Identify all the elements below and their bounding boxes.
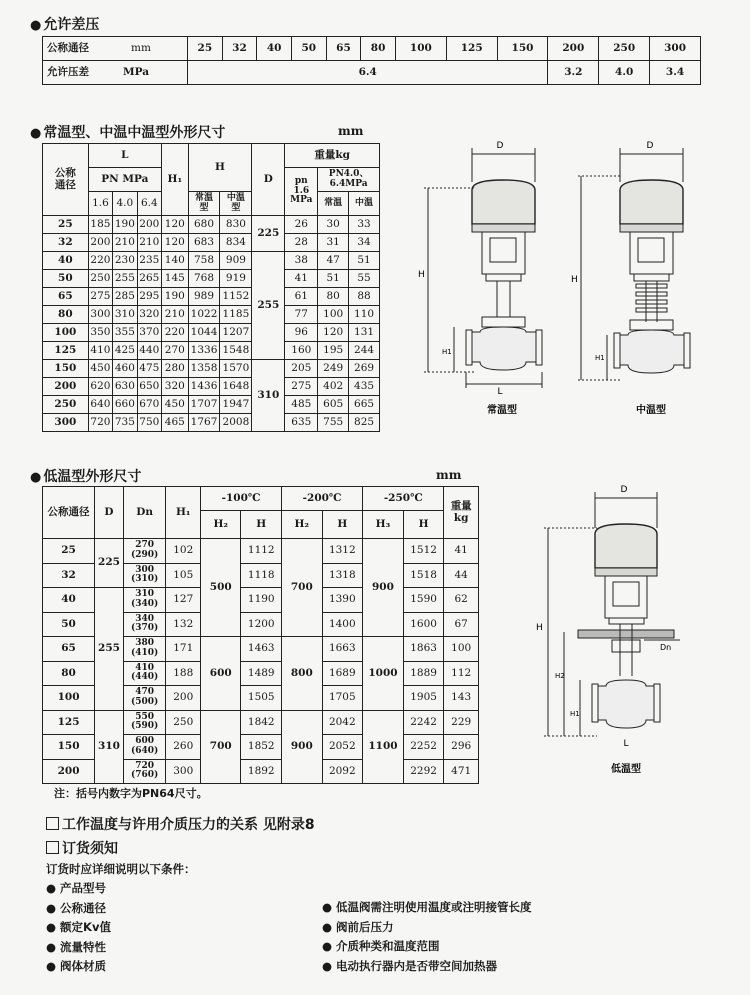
dim-h-label-2: H xyxy=(571,275,578,285)
table-cell: 200 xyxy=(137,216,161,234)
table-cell: 190 xyxy=(162,288,189,306)
table-cell: 120 xyxy=(318,324,349,342)
table-cell: 77 xyxy=(285,306,318,324)
table-cell: 250 xyxy=(166,710,201,735)
dim-h1-label-2: H1 xyxy=(595,354,605,362)
table-cell: 62 xyxy=(444,588,479,613)
table-row xyxy=(43,588,479,613)
list-item: ● 介质种类和温度范围 xyxy=(322,939,440,953)
table-cell: 1767 xyxy=(188,414,220,432)
table-cell: 105 xyxy=(166,563,201,588)
table-cell: 150 xyxy=(43,735,95,760)
table-cell: 410 (440) xyxy=(123,661,166,686)
table-cell: 1842 xyxy=(241,710,282,735)
dn-cell: 50 xyxy=(291,37,326,61)
fig-caption-low: 低温型 xyxy=(611,764,641,775)
table-cell: 120 xyxy=(162,234,189,252)
table-cell: 1044 xyxy=(188,324,220,342)
table-cell: 100 xyxy=(444,637,479,662)
dp-label-cell: 允许压差 MPa xyxy=(43,61,188,85)
table-cell: 700 xyxy=(201,710,241,784)
table-cell: 26 xyxy=(285,216,318,234)
table-cell: 1463 xyxy=(241,637,282,662)
table-cell: 2252 xyxy=(403,735,444,760)
table-cell: 1663 xyxy=(322,637,363,662)
table-cell: 235 xyxy=(137,252,161,270)
table-cell: 670 xyxy=(137,396,161,414)
table-cell: 265 xyxy=(137,270,161,288)
table-cell: 310 xyxy=(113,306,137,324)
table-cell: 67 xyxy=(444,612,479,637)
dim-table-low: 公称通径 D Dn H₁ -100℃ -200℃ -250℃ 重量 kg H₂ H H₂ H H₃ H 25 225 270 (290) 102 500 1112 700 1312 900 1512 41 32 300 (310) 105 1118 1318 1518 44 40 255 310 (340) 127 1190 1390 1590 62 50 340 (370) 132 1200 1400 1600 67 65 380 (410) 171 600 1463 800 1663 1000 1863 100 80 410 (440) 188 1489 1689 1889 112 100 470 (500) 200 1505 1705 1905 143 125 310 550 (590) 250 700 1842 900 2042 1100 2242 229 150 600 (640) 260 1852 2052 2252 296 200 720 (760) 300 1892 2092 2292 471 xyxy=(42,486,479,784)
table-cell: 295 xyxy=(137,288,161,306)
table-cell: 50 xyxy=(43,270,89,288)
table-cell: 834 xyxy=(220,234,252,252)
table-cell: 620 xyxy=(88,378,112,396)
table-cell: 145 xyxy=(162,270,189,288)
table-cell: 41 xyxy=(444,539,479,564)
table-cell: 275 xyxy=(88,288,112,306)
table-cell: 320 xyxy=(137,306,161,324)
table-cell: 1022 xyxy=(188,306,220,324)
table-cell: 410 xyxy=(88,342,112,360)
table-cell: 1489 xyxy=(241,661,282,686)
checkbox-icon-2 xyxy=(46,841,59,854)
table-cell: 44 xyxy=(444,563,479,588)
dim-table-normal: 公称 通径 L H₁ H D 重量kg PN MPa pn 1.6 MPa PN4.0、 6.4MPa 1.6 4.0 6.4 常温 型 中温 型 常温 中温 25 185 190 200 120 680 830 225 26 30 33 32 200 210 210 120 683 834 28 31 34 40 220 230 235 140 758 909 255 38 47 51 50 250 255 265 145 768 919 41 51 55 65 275 285 295 190 989 1152 61 80 88 80 300 310 320 210 1022 1185 77 100 110 100 350 355 370 220 1044 1207 96 120 131 125 410 425 440 270 1336 1548 160 195 244 150 450 460 475 280 1358 1570 310 205 249 269 200 620 630 650 320 1436 1648 275 402 435 250 640 660 670 450 1707 1947 485 605 665 300 720 735 750 465 1767 2008 635 755 825 xyxy=(42,143,380,432)
table-cell: 1689 xyxy=(322,661,363,686)
table-cell: 220 xyxy=(88,252,112,270)
dp-200: 3.2 xyxy=(548,61,599,85)
table-cell: 120 xyxy=(162,216,189,234)
table-cell: 1889 xyxy=(403,661,444,686)
table-cell: 758 xyxy=(188,252,220,270)
table-cell: 989 xyxy=(188,288,220,306)
list-item: ● 阀前后压力 xyxy=(322,919,394,934)
list-item: ● 产品型号 xyxy=(46,881,107,895)
table-cell: 1852 xyxy=(241,735,282,760)
table-cell: 230 xyxy=(113,252,137,270)
table-cell: 1112 xyxy=(241,539,282,564)
table-cell: 100 xyxy=(318,306,349,324)
table-cell: 680 xyxy=(188,216,220,234)
low-h-label: H xyxy=(536,623,543,633)
table-row xyxy=(43,234,380,252)
dim-l-label: L xyxy=(497,387,503,397)
table-cell: 310 (340) xyxy=(123,588,166,613)
table-cell: 300 xyxy=(166,759,201,784)
dn-cell: 40 xyxy=(257,37,292,61)
order-list-right xyxy=(322,899,532,977)
table-cell: 485 xyxy=(285,396,318,414)
table-cell: 255 xyxy=(113,270,137,288)
table-cell: 28 xyxy=(285,234,318,252)
dn-cell: 65 xyxy=(326,37,361,61)
table-cell: 249 xyxy=(318,360,349,378)
table-cell: 200 xyxy=(166,686,201,711)
table-row xyxy=(43,288,380,306)
table-cell: 2092 xyxy=(322,759,363,784)
table-cell: 440 xyxy=(137,342,161,360)
table-cell: 1207 xyxy=(220,324,252,342)
table-cell: 32 xyxy=(43,234,89,252)
dn-cell: 80 xyxy=(361,37,396,61)
appendix-ref: 工作温度与许用介质压力的关系 见附录8 xyxy=(46,814,315,834)
table-cell: 470 (500) xyxy=(123,686,166,711)
pressure-table xyxy=(42,36,701,85)
table-row xyxy=(43,539,479,564)
table-cell: 1512 xyxy=(403,539,444,564)
table-cell: 110 xyxy=(349,306,380,324)
section2-unit: mm xyxy=(338,124,364,138)
table-cell: 50 xyxy=(43,612,95,637)
order-intro: 订货时应详细说明以下条件： xyxy=(46,862,196,876)
table-cell: 350 xyxy=(88,324,112,342)
table-cell: 25 xyxy=(43,539,95,564)
table-cell: 1318 xyxy=(322,563,363,588)
table-cell: 131 xyxy=(349,324,380,342)
table-cell: 755 xyxy=(318,414,349,432)
dim-d-label-2: D xyxy=(646,141,654,151)
table-cell: 450 xyxy=(88,360,112,378)
dn-cell: 150 xyxy=(497,37,548,61)
table-cell: 210 xyxy=(137,234,161,252)
dn-cell: 300 xyxy=(650,37,701,61)
table-cell: 380 (410) xyxy=(123,637,166,662)
table-cell: 2008 xyxy=(220,414,252,432)
table-cell: 270 (290) xyxy=(123,539,166,564)
table-cell: 355 xyxy=(113,324,137,342)
valve-figures-top xyxy=(400,132,710,422)
table-cell: 30 xyxy=(318,216,349,234)
table-cell: 720 xyxy=(88,414,112,432)
table-cell: 220 xyxy=(162,324,189,342)
table-cell: 909 xyxy=(220,252,252,270)
table-cell: 80 xyxy=(43,661,95,686)
table-cell: 65 xyxy=(43,637,95,662)
table-cell: 1312 xyxy=(322,539,363,564)
dim-d-label: D xyxy=(496,141,504,151)
table-cell: 1570 xyxy=(220,360,252,378)
table-cell: 1190 xyxy=(241,588,282,613)
table-cell: 61 xyxy=(285,288,318,306)
table-cell: 2242 xyxy=(403,710,444,735)
list-item: ● 公称通径 xyxy=(46,900,107,915)
dn-cell: 200 xyxy=(548,37,599,61)
table-row xyxy=(43,306,380,324)
table-cell: 1648 xyxy=(220,378,252,396)
table-row xyxy=(43,270,380,288)
table-cell: 340 (370) xyxy=(123,612,166,637)
table-cell: 210 xyxy=(162,306,189,324)
table-cell: 244 xyxy=(349,342,380,360)
table-cell: 735 xyxy=(113,414,137,432)
table-cell: 475 xyxy=(137,360,161,378)
table-cell: 640 xyxy=(88,396,112,414)
table-cell: 188 xyxy=(166,661,201,686)
table-cell: 1152 xyxy=(220,288,252,306)
dn-label-cell: 公称通径 mm xyxy=(43,37,188,61)
table-cell: 102 xyxy=(166,539,201,564)
table-row xyxy=(43,324,380,342)
table-cell: 260 xyxy=(166,735,201,760)
table-cell: 1892 xyxy=(241,759,282,784)
table-cell: 225 xyxy=(95,539,124,588)
table-cell: 1548 xyxy=(220,342,252,360)
table-cell: 919 xyxy=(220,270,252,288)
table-cell: 34 xyxy=(349,234,380,252)
table-cell: 125 xyxy=(43,342,89,360)
table-cell: 195 xyxy=(318,342,349,360)
table-cell: 270 xyxy=(162,342,189,360)
table-cell: 127 xyxy=(166,588,201,613)
table-cell: 160 xyxy=(285,342,318,360)
table-cell: 471 xyxy=(444,759,479,784)
table-cell: 600 (640) xyxy=(123,735,166,760)
table-cell: 190 xyxy=(113,216,137,234)
table-cell: 132 xyxy=(166,612,201,637)
table-row xyxy=(43,360,380,378)
table-cell: 320 xyxy=(162,378,189,396)
table-cell: 31 xyxy=(318,234,349,252)
table-cell: 88 xyxy=(349,288,380,306)
dim-h1-label: H1 xyxy=(442,348,452,356)
d-cell: 255 xyxy=(252,252,285,360)
table-cell: 250 xyxy=(88,270,112,288)
low-h2-label: H2 xyxy=(555,672,565,680)
dn-cell: 250 xyxy=(599,37,650,61)
table-cell: 255 xyxy=(95,588,124,711)
table-cell: 80 xyxy=(43,306,89,324)
table-row xyxy=(43,252,380,270)
table-cell: 205 xyxy=(285,360,318,378)
table-cell: 80 xyxy=(318,288,349,306)
dn-cell: 32 xyxy=(222,37,257,61)
table-cell: 650 xyxy=(137,378,161,396)
table-cell: 1518 xyxy=(403,563,444,588)
table-row xyxy=(43,710,479,735)
table-cell: 460 xyxy=(113,360,137,378)
table-cell: 100 xyxy=(43,686,95,711)
table-cell: 112 xyxy=(444,661,479,686)
table-cell: 25 xyxy=(43,216,89,234)
list-item: ● 低温阀需注明使用温度或注明接管长度 xyxy=(322,900,532,914)
table-cell: 47 xyxy=(318,252,349,270)
table-cell: 38 xyxy=(285,252,318,270)
table-cell: 1590 xyxy=(403,588,444,613)
table-cell: 500 xyxy=(201,539,241,637)
valve-figure-low xyxy=(520,480,720,780)
table-cell: 269 xyxy=(349,360,380,378)
table-cell: 210 xyxy=(113,234,137,252)
table-cell: 125 xyxy=(43,710,95,735)
fig-caption-normal: 常温型 xyxy=(487,405,517,416)
table-cell: 900 xyxy=(363,539,404,637)
table-cell: 33 xyxy=(349,216,380,234)
table-cell: 300 (310) xyxy=(123,563,166,588)
low-dn-label: Dn xyxy=(660,643,672,652)
table-row xyxy=(43,378,380,396)
table-cell: 1947 xyxy=(220,396,252,414)
table-cell: 435 xyxy=(349,378,380,396)
table-cell: 200 xyxy=(43,759,95,784)
table-note: 注：括号内数字为PN64尺寸。 xyxy=(54,787,208,800)
list-item: ● 阀体材质 xyxy=(46,959,107,973)
table-cell: 1336 xyxy=(188,342,220,360)
table-cell: 229 xyxy=(444,710,479,735)
table-cell: 310 xyxy=(95,710,124,784)
checkbox-icon xyxy=(46,817,59,830)
table-cell: 465 xyxy=(162,414,189,432)
table-cell: 1505 xyxy=(241,686,282,711)
table-cell: 425 xyxy=(113,342,137,360)
list-item: ● 额定Kv值 xyxy=(46,920,111,934)
table-row xyxy=(43,216,380,234)
table-cell: 200 xyxy=(88,234,112,252)
table-cell: 2292 xyxy=(403,759,444,784)
table-cell: 1705 xyxy=(322,686,363,711)
table-cell: 171 xyxy=(166,637,201,662)
table-cell: 605 xyxy=(318,396,349,414)
section1-title: ● 允许差压 xyxy=(30,17,100,33)
table-cell: 630 xyxy=(113,378,137,396)
list-item: ● 流量特性 xyxy=(46,939,107,954)
table-cell: 700 xyxy=(282,539,322,637)
table-cell: 32 xyxy=(43,563,95,588)
table-cell: 250 xyxy=(43,396,89,414)
table-cell: 150 xyxy=(43,360,89,378)
table-cell: 1436 xyxy=(188,378,220,396)
d-cell: 225 xyxy=(252,216,285,252)
table-cell: 720 (760) xyxy=(123,759,166,784)
table-cell: 450 xyxy=(162,396,189,414)
table-cell: 65 xyxy=(43,288,89,306)
table-cell: 683 xyxy=(188,234,220,252)
table-row xyxy=(43,342,380,360)
table-cell: 550 (590) xyxy=(123,710,166,735)
table-cell: 143 xyxy=(444,686,479,711)
table-cell: 275 xyxy=(285,378,318,396)
table-cell: 41 xyxy=(285,270,318,288)
d-cell: 310 xyxy=(252,360,285,432)
table-cell: 185 xyxy=(88,216,112,234)
table-cell: 1707 xyxy=(188,396,220,414)
table-cell: 96 xyxy=(285,324,318,342)
table-cell: 900 xyxy=(282,710,322,784)
section3-unit: mm xyxy=(436,468,462,482)
table-cell: 1905 xyxy=(403,686,444,711)
table-cell: 370 xyxy=(137,324,161,342)
table-cell: 635 xyxy=(285,414,318,432)
low-d-label: D xyxy=(620,485,628,495)
low-l-label: L xyxy=(623,739,629,749)
table-cell: 40 xyxy=(43,588,95,613)
list-item: ● 电动执行器内是否带空间加热器 xyxy=(322,958,498,973)
low-h1-label: H1 xyxy=(570,710,580,718)
dp-main: 6.4 xyxy=(188,61,548,85)
table-cell: 830 xyxy=(220,216,252,234)
table-cell: 296 xyxy=(444,735,479,760)
table-row xyxy=(43,414,380,432)
dn-cell: 25 xyxy=(188,37,223,61)
table-cell: 1400 xyxy=(322,612,363,637)
order-list-left xyxy=(46,880,111,978)
section2-title: ● 常温型、中温中温型外形尺寸 xyxy=(30,125,226,141)
table-cell: 2052 xyxy=(322,735,363,760)
table-cell: 600 xyxy=(201,637,241,711)
table-cell: 1000 xyxy=(363,637,404,711)
table-cell: 40 xyxy=(43,252,89,270)
table-cell: 2042 xyxy=(322,710,363,735)
dn-cell: 125 xyxy=(446,37,497,61)
table-cell: 825 xyxy=(349,414,380,432)
fig-caption-medium: 中温型 xyxy=(636,405,666,416)
table-cell: 768 xyxy=(188,270,220,288)
order-title: 订货须知 xyxy=(46,838,118,858)
table-cell: 285 xyxy=(113,288,137,306)
table-cell: 1600 xyxy=(403,612,444,637)
dn-cell: 100 xyxy=(395,37,446,61)
table-cell: 1358 xyxy=(188,360,220,378)
dp-250: 4.0 xyxy=(599,61,650,85)
table-cell: 1390 xyxy=(322,588,363,613)
table-row xyxy=(43,396,380,414)
dim-h-label: H xyxy=(418,270,425,280)
table-cell: 800 xyxy=(282,637,322,711)
section3-title: ● 低温型外形尺寸 xyxy=(30,469,142,485)
table-cell: 1100 xyxy=(363,710,404,784)
table-cell: 660 xyxy=(113,396,137,414)
table-cell: 140 xyxy=(162,252,189,270)
table-cell: 300 xyxy=(88,306,112,324)
table-cell: 51 xyxy=(349,252,380,270)
table-cell: 750 xyxy=(137,414,161,432)
table-cell: 1863 xyxy=(403,637,444,662)
table-cell: 200 xyxy=(43,378,89,396)
table-cell: 1200 xyxy=(241,612,282,637)
table-cell: 1185 xyxy=(220,306,252,324)
table-cell: 51 xyxy=(318,270,349,288)
table-cell: 665 xyxy=(349,396,380,414)
table-cell: 1118 xyxy=(241,563,282,588)
dp-300: 3.4 xyxy=(650,61,701,85)
table-cell: 280 xyxy=(162,360,189,378)
table-cell: 300 xyxy=(43,414,89,432)
table-cell: 100 xyxy=(43,324,89,342)
table-cell: 55 xyxy=(349,270,380,288)
table-cell: 402 xyxy=(318,378,349,396)
